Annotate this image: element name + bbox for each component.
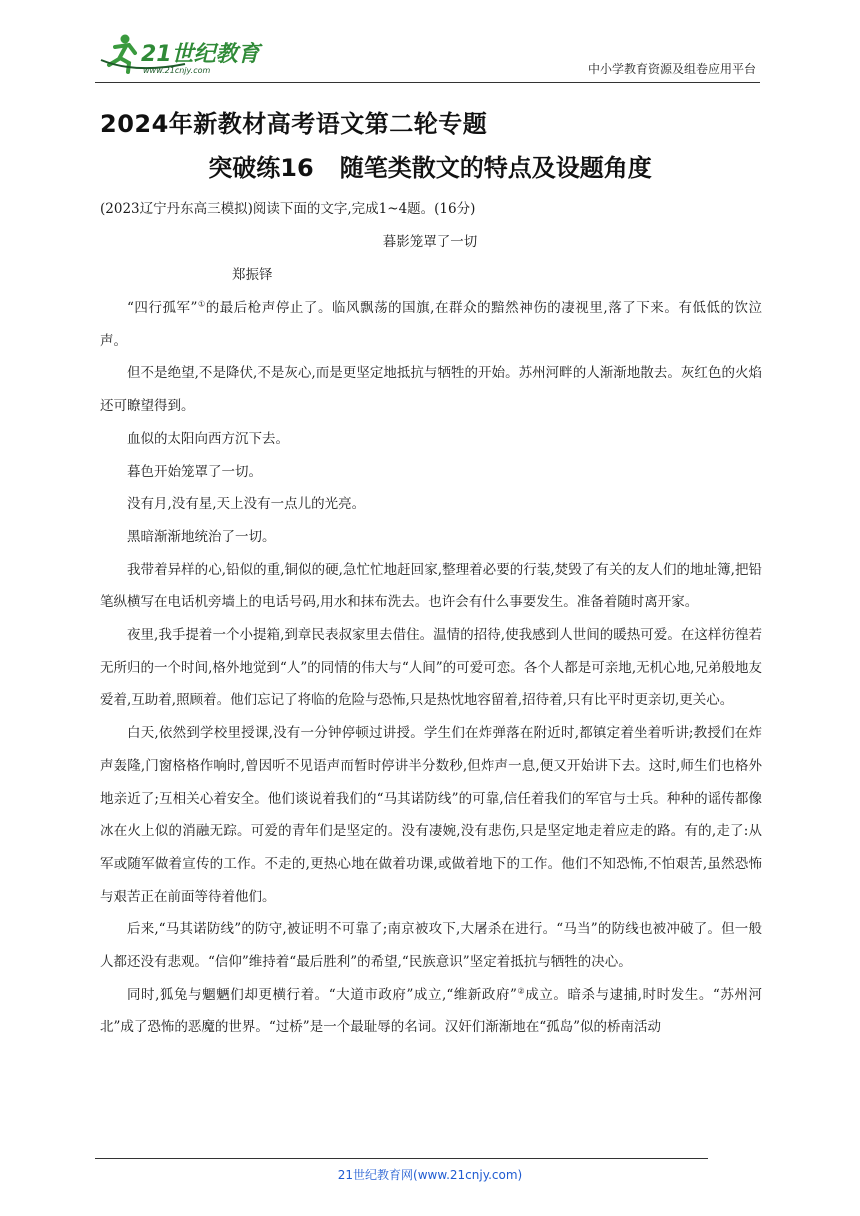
paragraph-1-text-a: “四行孤军” xyxy=(127,300,198,316)
paragraph-4: 暮色开始笼罩了一切。 xyxy=(127,463,262,480)
site-logo xyxy=(95,30,265,76)
paragraph-7: 我带着异样的心,铅似的重,铜似的硬,急忙忙地赶回家,整理着必要的行装,焚毁了有关的友人们的地址簿,把铅笔纵横写在电话机旁墙上的电话号码,用水和抹布洗去。也许会有什么事要发生。准备着随时离开家。 xyxy=(100,561,762,611)
paragraph-1-text-b: 的最后枪声停止了。临风飘荡的国旗,在群众的黯然神伤的凄视里,落了下来。有低低的饮泣声。 xyxy=(100,300,762,349)
essay-body xyxy=(100,292,762,1044)
paragraph-1 xyxy=(100,292,762,357)
footnote-marker-1: ① xyxy=(197,299,206,309)
runner-logo-icon xyxy=(95,30,265,76)
essay-title: 暮影笼罩了一切 xyxy=(382,234,478,250)
paragraph-11-text-b: 成立。暗杀与逮捕,时时发生。“苏州河北”成了恐怖的恶魔的世界。“过桥”是一个最耻辱的名词。汉奸们渐渐地在“孤岛”似的桥南活动 xyxy=(100,986,762,1036)
document-title: 2024年新教材高考语文第二轮专题 xyxy=(100,110,488,138)
footer-link[interactable]: 21世纪教育网(www.21cnjy.com) xyxy=(337,1168,523,1182)
page-header xyxy=(95,30,760,83)
paragraph-8: 夜里,我手提着一个小提箱,到章民表叔家里去借住。温情的招待,使我感到人世间的暖热可爱。在这样彷徨若无所归的一个时间,格外地觉到“人”的同情的伟大与“人间”的可爱可恋。各个人都是可亲地,无机心地,兄弟般地友爱着,互助着,照顾着。他们忘记了将临的危险与恐怖,只是热忱地容留着,招待着,只有比平时更亲切,更关心。 xyxy=(100,627,762,709)
document-subtitle xyxy=(0,148,860,183)
paragraph-5: 没有月,没有星,天上没有一点儿的光亮。 xyxy=(127,496,366,513)
paragraph-3: 血似的太阳向西方沉下去。 xyxy=(127,430,289,447)
paragraph-2: 但不是绝望,不是降伏,不是灰心,而是更坚定地抵抗与牺牲的开始。苏州河畔的人渐渐地散去。灰红色的火焰还可瞭望得到。 xyxy=(100,365,762,415)
question-intro: (2023辽宁丹东高三模拟)阅读下面的文字,完成1~4题。(16分) xyxy=(100,201,476,217)
svg-text:21世纪教育: 21世纪教育 xyxy=(141,42,260,67)
paragraph-10: 后来,“马其诺防线”的防守,被证明不可靠了;南京被攻下,大屠杀在进行。“马当”的防线也被冲破了。但一般人都还没有悲观。“信仰”维持着“最后胜利”的希望,“民族意识”坚定着抵抗与牺牲的决心。 xyxy=(100,921,762,971)
footnote-marker-2: ② xyxy=(516,986,526,996)
svg-text:www.21cnjy.com: www.21cnjy.com xyxy=(143,66,211,75)
subtitle-text: 随笔类散文的特点及设题角度 xyxy=(339,154,652,182)
platform-name: 中小学教育资源及组卷应用平台 xyxy=(587,62,756,76)
subtitle-number: 突破练16 xyxy=(208,154,314,182)
footer-divider xyxy=(95,1158,708,1159)
paragraph-9: 白天,依然到学校里授课,没有一分钟停顿过讲授。学生们在炸弹落在附近时,都镇定着坐着听讲;教授们在炸声轰隆,门窗格格作响时,曾因听不见语声而暂时停讲半分数秒,但炸声一息,便又开始讲下去。这时,师生们也格外地亲近了;互相关心着安全。他们谈说着我们的“马其诺防线”的可靠,信任着我们的军官与士兵。种种的谣传都像冰在火上似的消融无踪。可爱的青年们是坚定的。没有凄婉,没有悲伤,只是坚定地走着应走的路。有的,走了:从军或随军做着宣传的工作。不走的,更热心地在做着功课,或做着地下的工作。他们不知恐怖,不怕艰苦,虽然恐怖与艰苦正在前面等待着他们。 xyxy=(100,725,762,905)
essay-author: 郑振铎 xyxy=(232,267,273,283)
paragraph-6: 黑暗渐渐地统治了一切。 xyxy=(127,528,276,545)
paragraph-11-text-a: 同时,狐兔与魍魉们却更横行着。“大道市政府”成立,“维新政府” xyxy=(127,986,517,1003)
paragraph-11 xyxy=(100,979,762,1044)
